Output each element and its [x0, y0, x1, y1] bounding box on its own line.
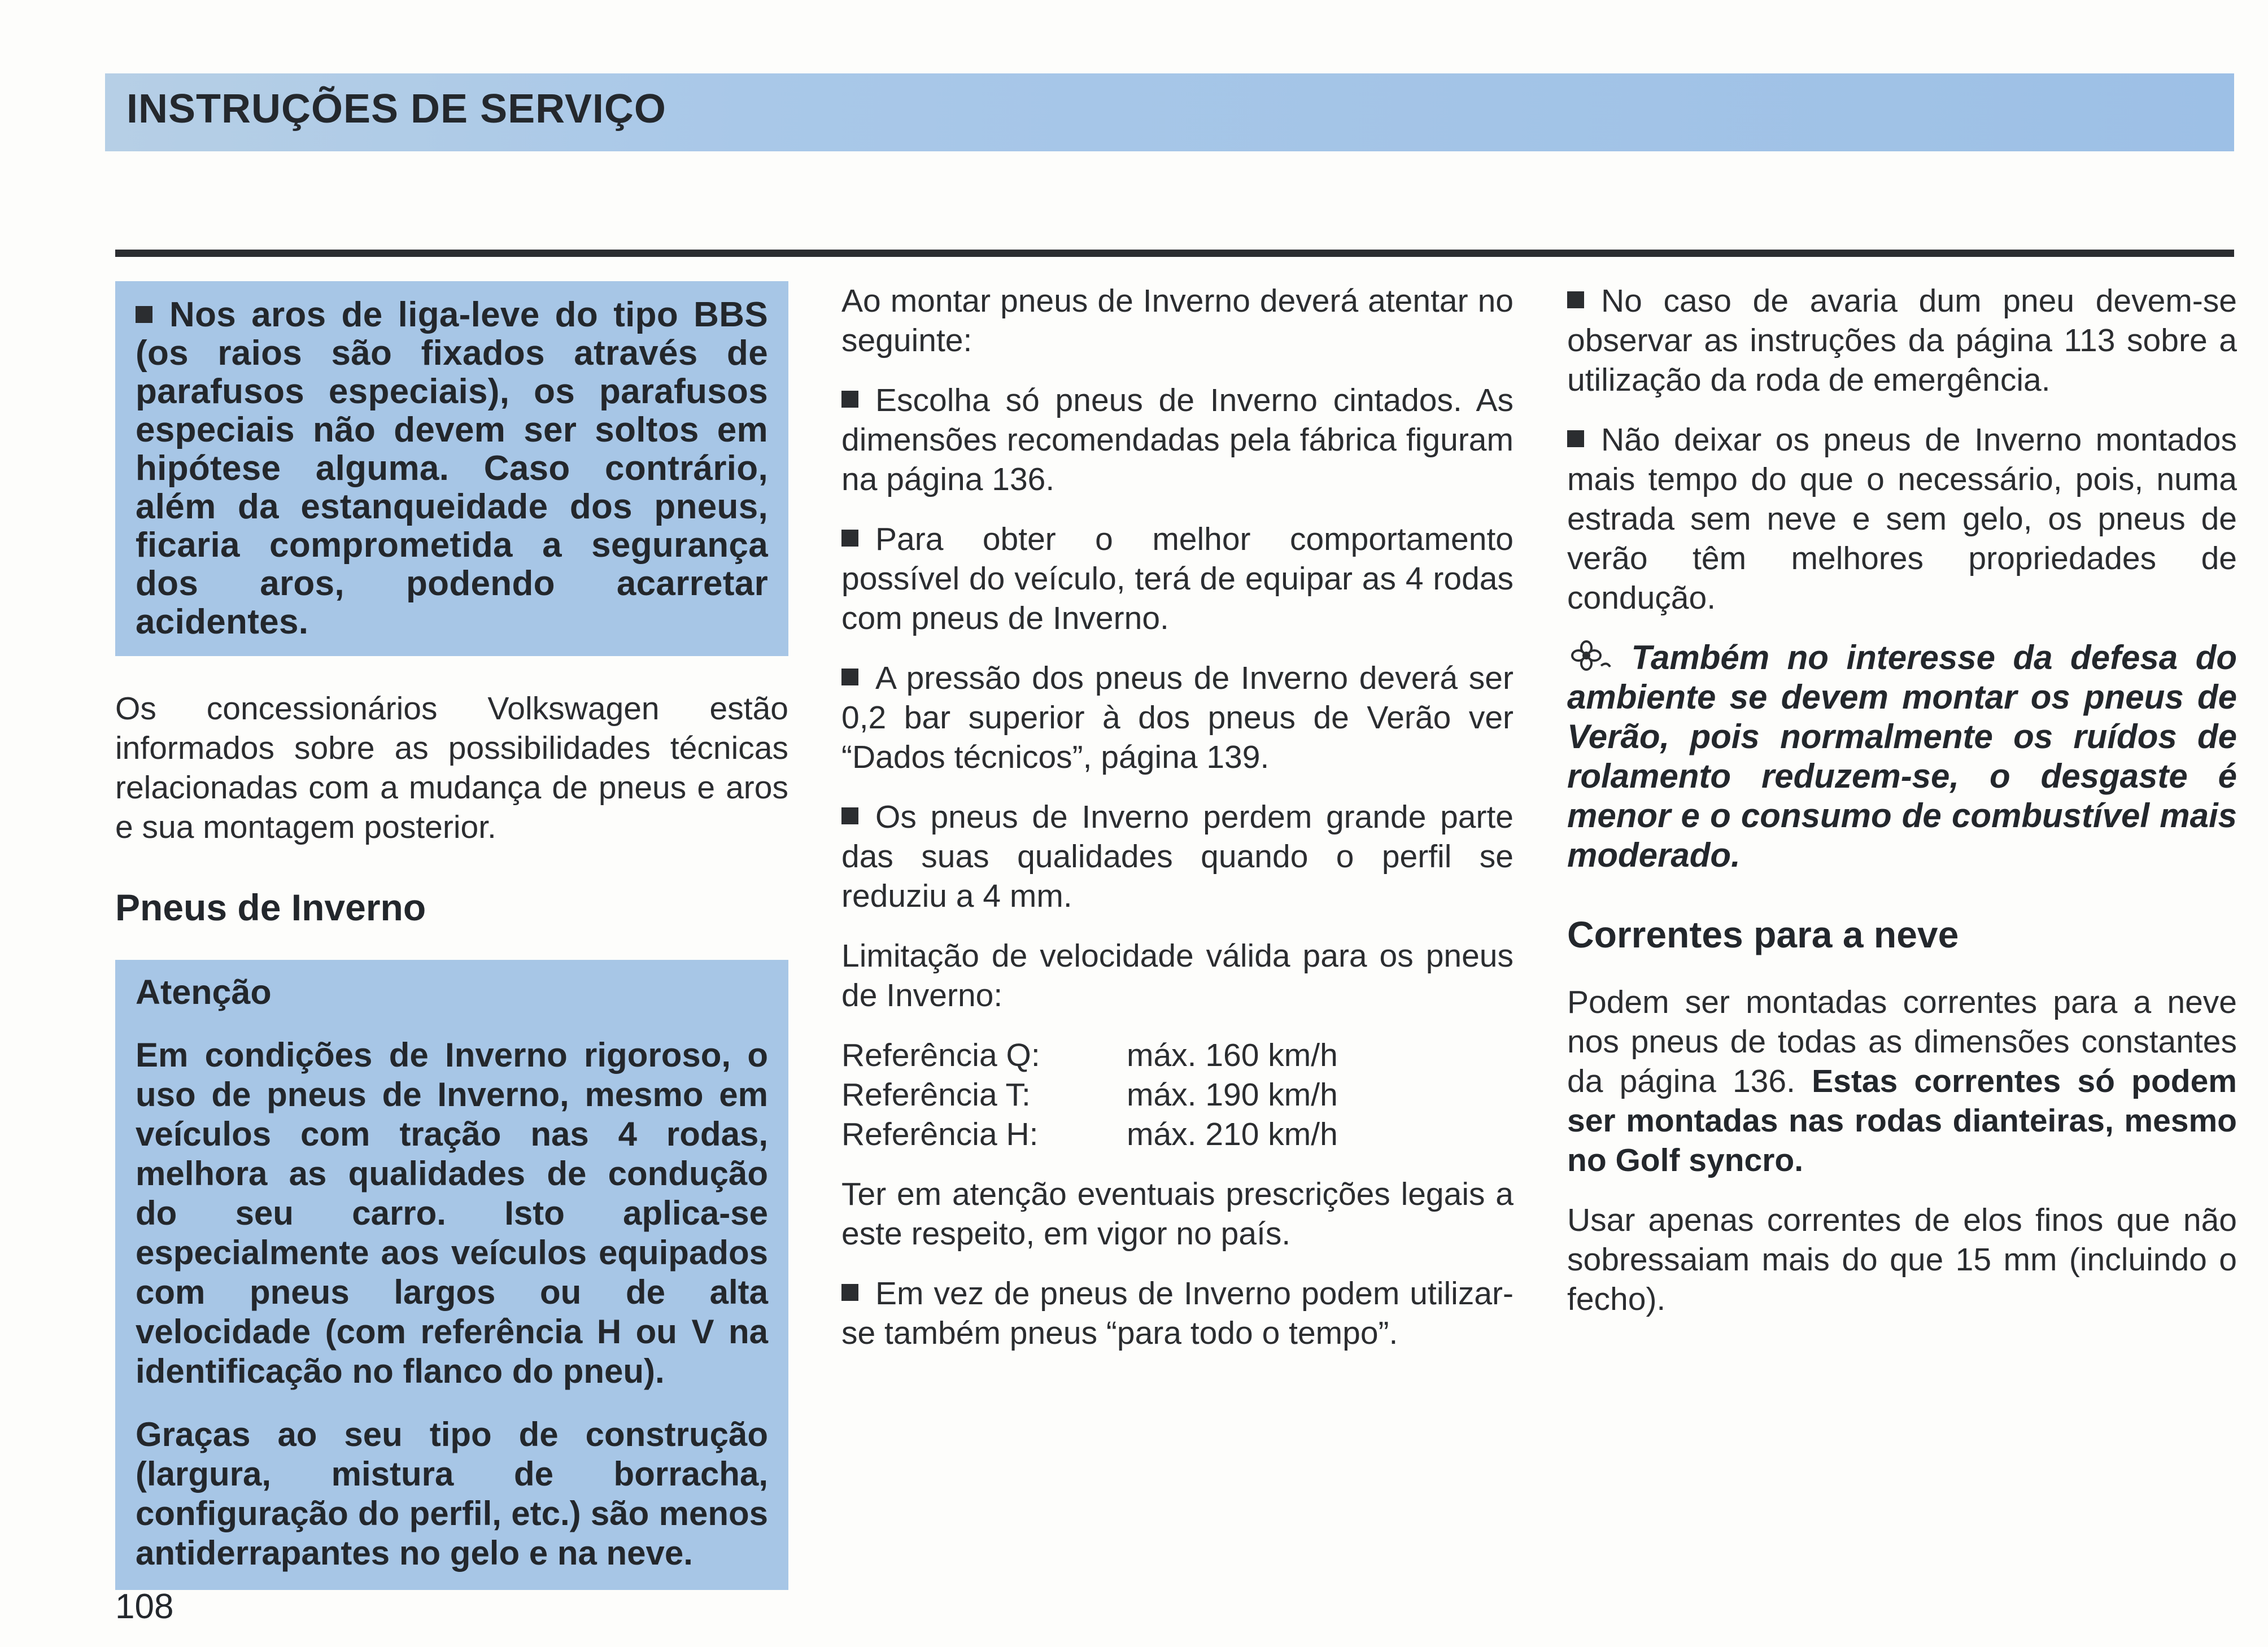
- speed-ref: Referência Q:: [841, 1037, 1040, 1073]
- bullet-text: Os pneus de Inverno perdem grande parte das suas qualidades quando o perfil se reduziu a 4 mm.: [841, 799, 1514, 914]
- environment-note: [1567, 638, 2237, 875]
- bullet-square-icon: [1567, 291, 1584, 308]
- warning-paragraph: [136, 296, 768, 641]
- attention-box: [115, 960, 788, 1590]
- bullet-square-icon: [136, 306, 152, 323]
- chains-paragraph: [1567, 982, 2237, 1180]
- heading-winter-tyres: Pneus de Inverno: [115, 886, 426, 928]
- bullet-item: [841, 519, 1514, 638]
- bullet-item: [841, 1274, 1514, 1353]
- mounting-intro: Ao montar pneus de Inverno deverá atentar no seguinte:: [841, 283, 1514, 359]
- heading-snow-chains: Correntes para a neve: [1567, 914, 1959, 955]
- section-title: INSTRUÇÕES DE SERVIÇO: [127, 86, 666, 132]
- speed-ref: Referência H:: [841, 1116, 1039, 1152]
- header-rule: [115, 250, 2234, 257]
- environment-flower-icon: [1567, 639, 1613, 672]
- bullet-text: Não deixar os pneus de Inverno montados mais tempo do que o necessário, pois, numa estrada sem neve e sem gelo, os pneus de verão têm melhores propriedades de condução.: [1567, 422, 2237, 616]
- dealers-paragraph: Os concessionários Volkswagen estão informados sobre as possibilidades técnicas relacionadas com a mudança de pneus e aros e sua montagem posterior.: [115, 691, 788, 845]
- column-left: [115, 281, 788, 1590]
- bullet-text: Em vez de pneus de Inverno podem utilizar-se também pneus “para todo o tempo”.: [841, 1275, 1514, 1351]
- table-row: [841, 1036, 1338, 1075]
- bullet-square-icon: [841, 1284, 858, 1301]
- attention-paragraph-1: Em condições de Inverno rigoroso, o uso de pneus de Inverno, mesmo em veículos com tração nas 4 rodas, melhora as qualidades de condução do seu carro. Isto aplica-se especialmente aos veículos equipados com pneus largos ou de alta velocidade (com referência H ou V na identificação no flanco do pneu).: [136, 1036, 768, 1390]
- bullet-item: [841, 658, 1514, 777]
- speed-max: máx. 210 km/h: [1127, 1116, 1338, 1152]
- speed-limit-intro: Limitação de velocidade válida para os pneus de Inverno:: [841, 938, 1514, 1013]
- speed-max: máx. 160 km/h: [1127, 1037, 1338, 1073]
- warning-box: [115, 281, 788, 656]
- bullet-text: Escolha só pneus de Inverno cintados. As dimensões recomendadas pela fábrica figuram na página 136.: [841, 382, 1514, 497]
- bullet-text: Para obter o melhor comportamento possível do veículo, terá de equipar as 4 rodas com pneus de Inverno.: [841, 521, 1514, 636]
- warning-text: Nos aros de liga-leve do tipo BBS (os raios são fixados através de parafusos especiais), os parafusos especiais não devem ser soltos em hipótese alguma. Caso contrário, além da estanqueidade dos pneus, ficaria comprometida a segurança dos aros, podendo acarretar acidentes.: [136, 295, 768, 641]
- environment-text: Também no interesse da defesa do ambiente se devem montar os pneus de Verão, pois normalmente os ruídos de rolamento reduzem-se, o desgaste é menor e o consumo de combustível mais moderado.: [1567, 639, 2237, 874]
- column-right: [1567, 281, 2237, 1339]
- bullet-text: A pressão dos pneus de Inverno deverá ser 0,2 bar superior à dos pneus de Verão ver “Dados técnicos”, página 139.: [841, 660, 1514, 775]
- page-number: 108: [115, 1587, 174, 1626]
- speed-max: máx. 190 km/h: [1127, 1077, 1338, 1113]
- chains-text: Podem ser montadas correntes para a neve nos pneus de todas as dimensões constantes da página 136.: [1567, 984, 2237, 1099]
- speed-limit-table: [841, 1036, 1338, 1154]
- bullet-square-icon: [841, 669, 858, 685]
- bullet-item: [841, 797, 1514, 916]
- table-row: [841, 1075, 1338, 1115]
- bullet-item: [841, 381, 1514, 499]
- chains-paragraph-2: Usar apenas correntes de elos finos que não sobressaiam mais do que 15 mm (incluindo o fecho).: [1567, 1202, 2237, 1317]
- table-row: [841, 1115, 1338, 1154]
- attention-paragraph-2: Graças ao seu tipo de construção (largura, mistura de borracha, configuração do perfil, etc.) são menos antiderrapantes no gelo e na neve.: [136, 1416, 768, 1572]
- legal-paragraph: Ter em atenção eventuais prescrições legais a este respeito, em vigor no país.: [841, 1176, 1514, 1252]
- bullet-text: No caso de avaria dum pneu devem-se observar as instruções da página 113 sobre a utilização da roda de emergência.: [1567, 283, 2237, 398]
- bullet-square-icon: [841, 391, 858, 408]
- speed-ref: Referência T:: [841, 1077, 1031, 1113]
- bullet-square-icon: [1567, 430, 1584, 447]
- bullet-square-icon: [841, 530, 858, 547]
- bullet-item: [1567, 281, 2237, 400]
- column-middle: [841, 281, 1514, 1373]
- attention-title: Atenção: [136, 973, 272, 1011]
- bullet-item: [1567, 420, 2237, 618]
- chains-bold-text: Estas correntes só podem ser montadas nas rodas dianteiras, mesmo no Golf syncro.: [1567, 1063, 2237, 1178]
- bullet-square-icon: [841, 807, 858, 824]
